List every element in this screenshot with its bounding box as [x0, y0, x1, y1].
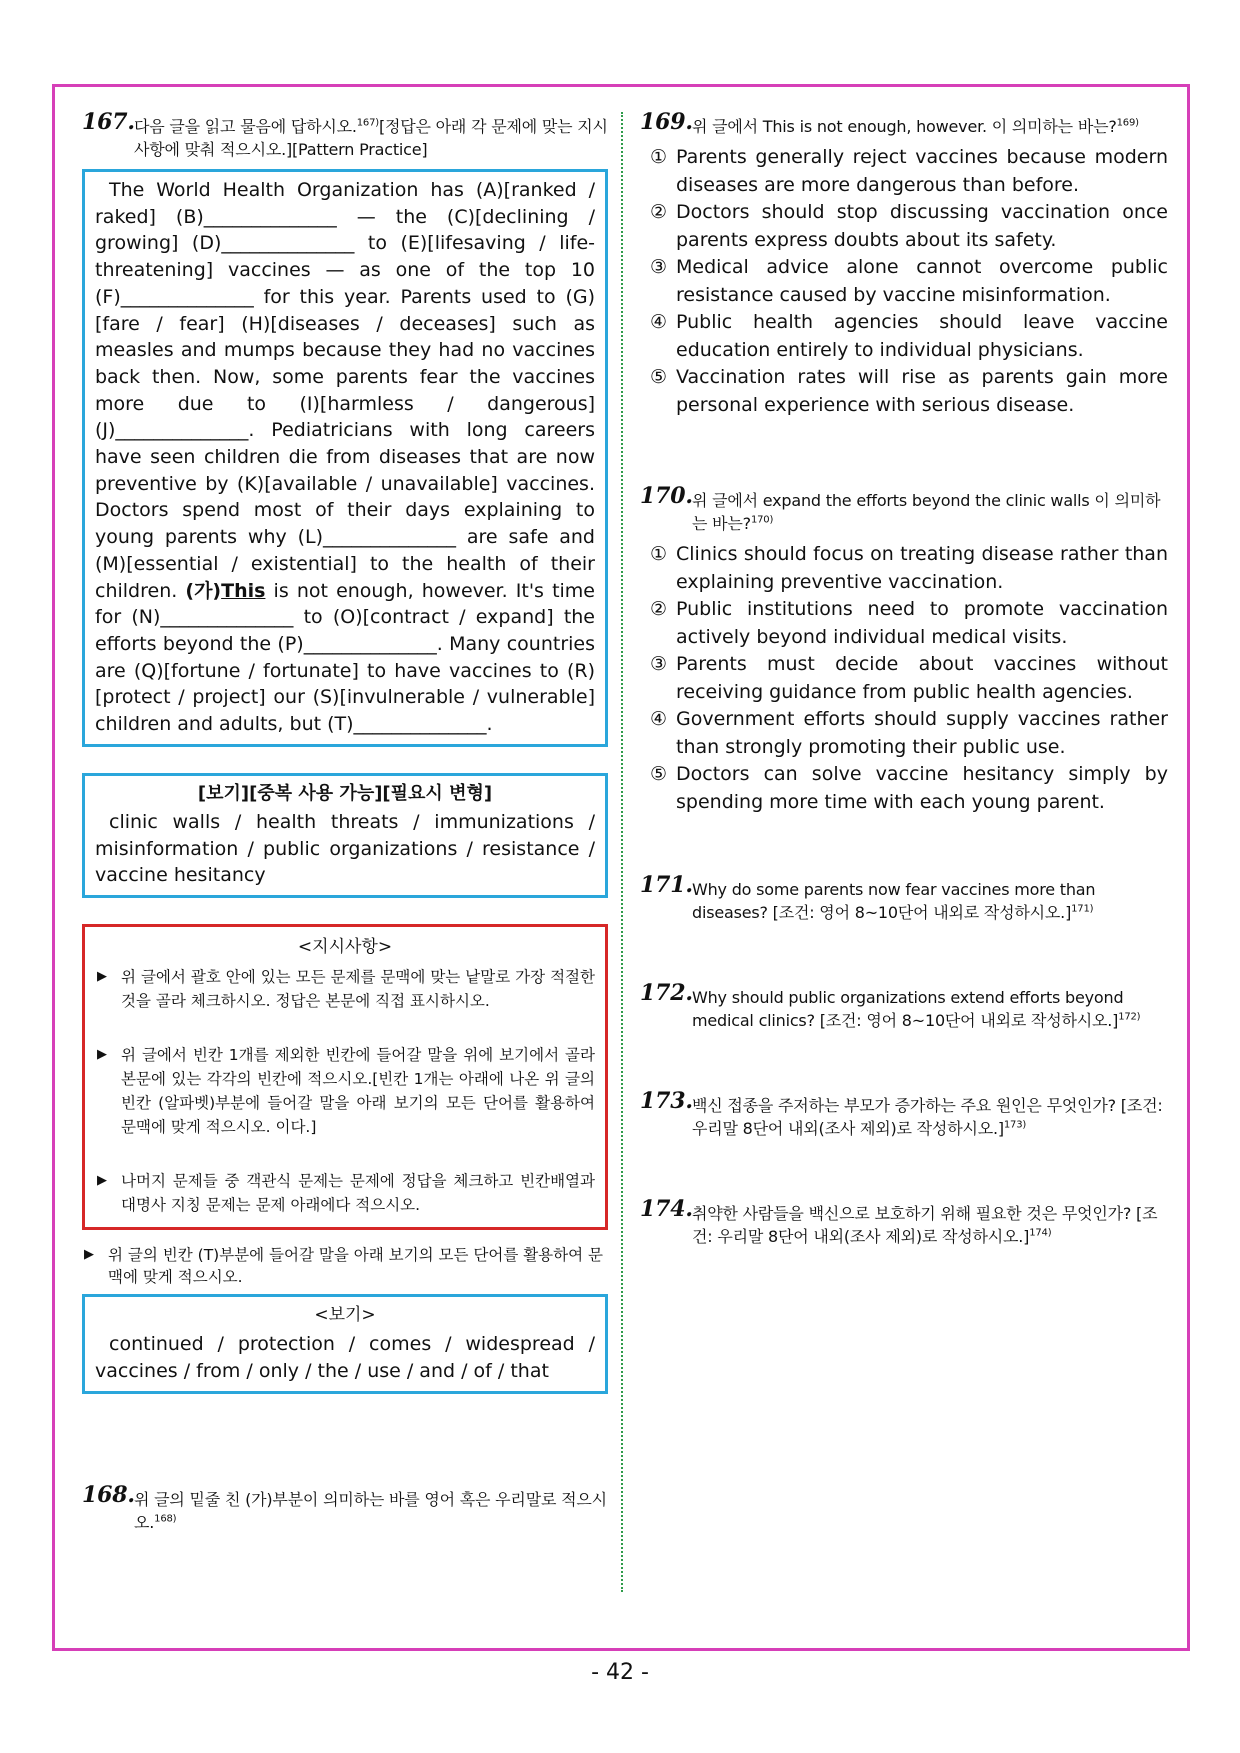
- question-prompt: 백신 접종을 주저하는 부모가 증가하는 주요 원인은 무엇인가? [조건: 우리말 8단어 내외(조사 제외)로 작성하시오.]: [692, 1096, 1163, 1138]
- question-prompt: 위 글의 밑줄 친 (가)부분이 의미하는 바를 영어 혹은 우리말로 적으시오.: [134, 1489, 607, 1532]
- answer-choice[interactable]: ④ Government efforts should supply vaccines rather than strongly promoting their public use.: [650, 708, 1168, 758]
- footnote-ref: 167): [356, 117, 379, 129]
- question-prompt: Why should public organizations extend efforts beyond medical clinics? [조건: 영어 8~10단어 내외로 작성하시오.]: [692, 988, 1124, 1030]
- word-bank-words: clinic walls / health threats / immunizations / misinformation / public organizations / resistance / vaccine hesitancy: [95, 811, 595, 887]
- question-171: [640, 872, 1168, 924]
- footnote-ref: 169): [1116, 117, 1139, 129]
- question-prompt-tail: [정답은 아래 각 문제에 맞는 지시사항에 맞춰 적으시오.][Pattern Practice]: [134, 117, 608, 159]
- page-number: - 42 -: [591, 1660, 649, 1685]
- word-bank-box: [82, 773, 608, 898]
- reading-passage-box: [82, 169, 608, 747]
- answer-choice[interactable]: ⑤ Doctors can solve vaccine hesitancy simply by spending more time with each young parent.: [650, 763, 1168, 813]
- question-172: [640, 980, 1168, 1032]
- triangle-bullet-icon: ▶: [97, 1046, 107, 1062]
- word-bank-2-words: continued / protection / comes / widespread / vaccines / from / only / the / use / and / of / that: [95, 1332, 595, 1382]
- choices-170: [640, 541, 1168, 816]
- direction-item: ▶ 위 글에서 괄호 안에 있는 모든 문제를 문맥에 맞는 낱말로 가장 적절한 것을 골라 체크하시오. 정답은 본문에 직접 표시하시오.: [95, 965, 595, 1013]
- passage-text-part2: is not enough, however. It's time for (N)______________ to (O)[contract / expand] the efforts beyond the (P)______________. Many countries are (Q)[fortune / fortunate] to have vaccines to (R)[protect / project] our (S)[invulnerable / vulnerable] children and adults, but (T)______________.: [95, 579, 596, 736]
- instruction-blank-t: ▶ 위 글의 빈칸 (T)부분에 들어갈 말을 아래 보기의 모든 단어를 활용하여 문맥에 맞게 적으시오.: [84, 1245, 604, 1286]
- answer-choice[interactable]: ⑤ Vaccination rates will rise as parents gain more personal experience with serious disease.: [650, 366, 1168, 416]
- answer-choice[interactable]: ③ Medical advice alone cannot overcome public resistance caused by vaccine misinformation.: [650, 256, 1168, 306]
- question-number: 170.: [640, 483, 693, 509]
- directions-box: [82, 924, 608, 1230]
- footnote-ref: 170): [750, 514, 774, 526]
- question-number: 173.: [640, 1088, 693, 1114]
- question-number: 168.: [82, 1481, 135, 1508]
- right-column: [640, 109, 1168, 1248]
- question-prompt: 취약한 사람들을 백신으로 보호하기 위해 필요한 것은 무엇인가? [조건: 우리말 8단어 내외(조사 제외)로 작성하시오.]: [692, 1204, 1158, 1246]
- answer-choice[interactable]: ② Doctors should stop discussing vaccination once parents express doubts about its safety.: [650, 201, 1168, 251]
- footnote-ref: 172): [1118, 1011, 1141, 1023]
- footnote-ref: 174): [1029, 1227, 1052, 1239]
- direction-item: ▶ 나머지 문제들 중 객관식 문제는 문제에 정답을 체크하고 빈칸배열과 대명사 지칭 문제는 문제 아래에다 적으시오.: [95, 1169, 595, 1217]
- answer-choice[interactable]: ① Clinics should focus on treating disease rather than explaining preventive vaccination.: [650, 543, 1168, 593]
- word-bank-heading: [보기][중복 사용 가능][필요시 변형]: [197, 782, 493, 804]
- question-174: [640, 1196, 1168, 1248]
- question-prompt: 위 글에서 expand the efforts beyond the clinic walls 이 의미하는 바는?: [692, 491, 1161, 533]
- direction-item: ▶ 위 글에서 빈칸 1개를 제외한 빈칸에 들어갈 말을 위에 보기에서 골라 본문에 있는 각각의 빈칸에 적으시오.[빈칸 1개는 아래에 나온 위 글의 빈칸 (알파벳)부분에 들어갈 말을 아래 보기의 모든 단어를 활용하여 문맥에 맞게 적으시오. 이다.]: [95, 1043, 595, 1139]
- answer-choice[interactable]: ② Public institutions need to promote vaccination actively beyond individual medical visits.: [650, 598, 1168, 648]
- question-number: 174.: [640, 1196, 693, 1222]
- question-170: [640, 483, 1168, 535]
- question-169: [640, 109, 1168, 138]
- underlined-phrase: This: [221, 579, 266, 602]
- footnote-ref: 171): [1071, 903, 1094, 915]
- triangle-bullet-icon: ▶: [84, 1246, 94, 1262]
- answer-choice[interactable]: ① Parents generally reject vaccines because modern diseases are more dangerous than before.: [650, 146, 1168, 196]
- question-prompt: Why do some parents now fear vaccines more than diseases? [조건: 영어 8~10단어 내외로 작성하시오.]: [692, 880, 1096, 922]
- column-divider: [621, 112, 623, 1592]
- question-number: 172.: [640, 980, 693, 1006]
- question-prompt: 위 글에서 This is not enough, however. 이 의미하는 바는?: [692, 117, 1117, 136]
- footnote-ref: 173): [1003, 1119, 1027, 1131]
- underlined-label: (가): [185, 579, 222, 602]
- question-173: [640, 1088, 1168, 1140]
- footnote-ref: 168): [154, 1513, 177, 1525]
- question-167: [82, 109, 608, 161]
- word-bank-2-heading: <보기>: [314, 1304, 376, 1325]
- question-number: 169.: [640, 109, 693, 135]
- answer-choice[interactable]: ④ Public health agencies should leave vaccine education entirely to individual physicians.: [650, 311, 1168, 361]
- word-bank-box-2: [82, 1294, 608, 1394]
- question-number: 171.: [640, 872, 693, 898]
- choices-169: [640, 144, 1168, 419]
- triangle-bullet-icon: ▶: [97, 968, 107, 984]
- passage-text-part1: The World Health Organization has (A)[ranked / raked] (B)______________ — the (C)[declining / growing] (D)______________ to (E)[lifesaving / life-threatening] vaccines — as one of the top 10 (F)______________ for this year. Parents used to (G)[fare / fear] (H)[diseases / deceases] such as measles and mumps because they had no vaccines back then. Now, some parents fear the vaccines more due to (I)[harmless / dangerous] (J)______________. Pediatricians with long careers have seen children die from diseases that are now preventive by (K)[available / unavailable] vaccines. Doctors spend most of their days explaining to young parents why (L)______________ are safe and (M)[essential / existential] to the health of their children.: [95, 179, 595, 602]
- reading-passage: [95, 177, 595, 738]
- question-prompt: 다음 글을 읽고 물음에 답하시오.: [134, 117, 357, 136]
- question-168: [82, 1481, 608, 1534]
- left-column: [82, 109, 608, 1534]
- directions-heading: <지시사항>: [297, 936, 393, 957]
- answer-choice[interactable]: ③ Parents must decide about vaccines without receiving guidance from public health agencies.: [650, 653, 1168, 703]
- question-number: 167.: [82, 109, 135, 135]
- triangle-bullet-icon: ▶: [97, 1172, 107, 1188]
